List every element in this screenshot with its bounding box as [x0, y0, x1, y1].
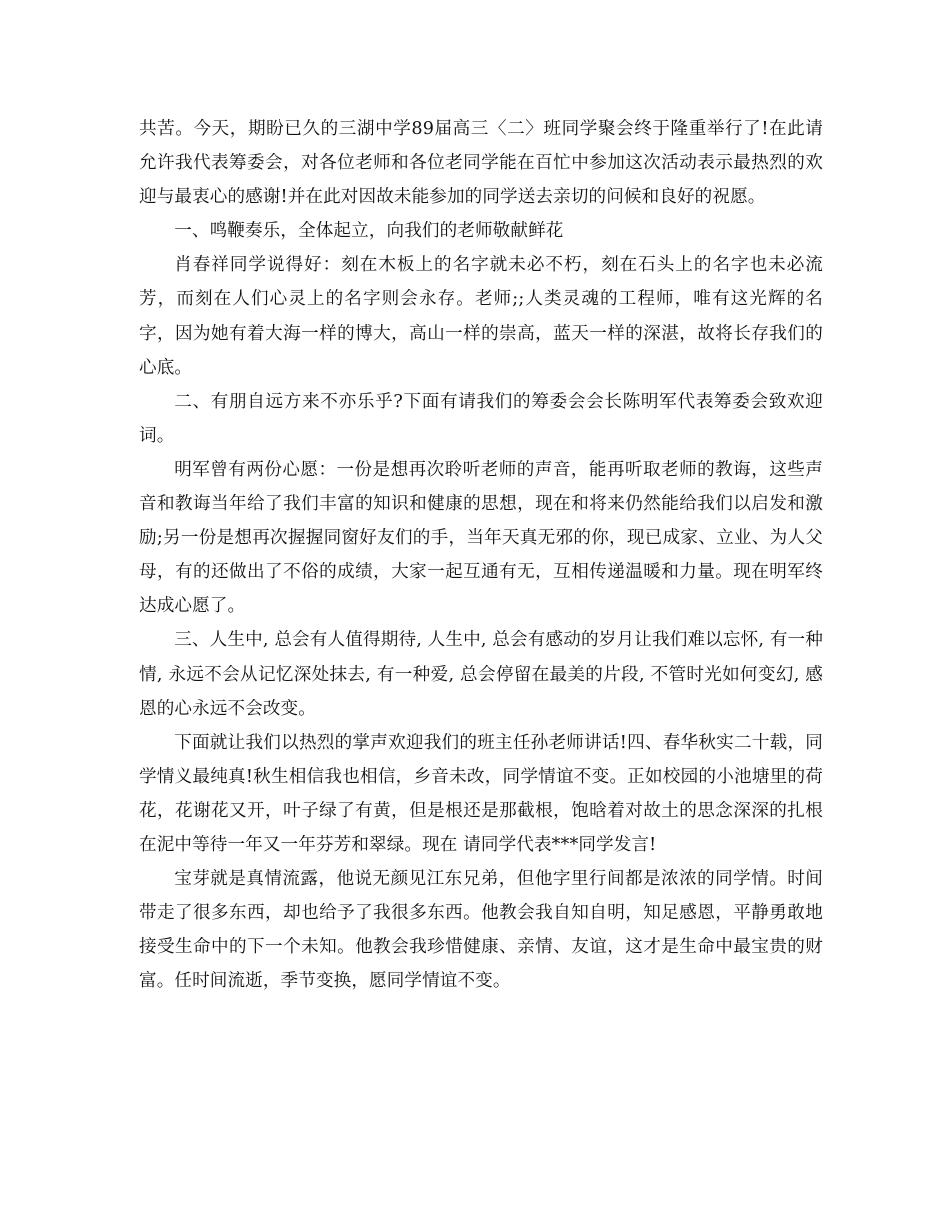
- document-body: [139, 112, 823, 998]
- paragraph-section-four: 下面就让我们以热烈的掌声欢迎我们的班主任孙老师讲话!四、春华秋实二十载，同学情义最纯真!秋生相信我也相信，乡音未改，同学情谊不变。正如校园的小池塘里的荷花，花谢花又开，叶子绿了有黄，但是根还是那截根，饱晗着对故土的思念深深的扎根在泥中等待一年又一年芬芳和翠绿。现在 请同学代表***同学发言!: [139, 732, 823, 855]
- paragraph-section-two-heading: 二、有朋自远方来不亦乐乎?下面有请我们的筹委会会长陈明军代表筹委会致欢迎词。: [139, 391, 823, 446]
- paragraph-section-three: 三、人生中, 总会有人值得期待, 人生中, 总会有感动的岁月让我们难以忘怀, 有一种情, 永远不会从记忆深处抹去, 有一种爱, 总会停留在最美的片段, 不管时光如何变幻, 感恩的心永远不会改变。: [139, 630, 823, 719]
- paragraph-section-one-heading: 一、鸣鞭奏乐，全体起立，向我们的老师敬献鲜花: [174, 221, 564, 242]
- paragraph-closing: 宝芽就是真情流露，他说无颜见江东兄弟，但他字里行间都是浓浓的同学情。时间带走了很多东西，却也给予了我很多东西。他教会我自知自明，知足感恩，平静勇敢地接受生命中的下一个未知。他教会我珍惜健康、亲情、友谊，这才是生命中最宝贵的财富。任时间流逝，季节变换，愿同学情谊不变。: [139, 869, 823, 992]
- paragraph-two-wishes: 明军曾有两份心愿：一份是想再次聆听老师的声音，能再听取老师的教诲，这些声音和教诲当年给了我们丰富的知识和健康的思想，现在和将来仍然能给我们以启发和激励;另一份是想再次握握同窗好友们的手，当年天真无邪的你，现已成家、立业、为人父母，有的还做出了不俗的成绩，大家一起互通有无，互相传递温暖和力量。现在明军终达成心愿了。: [139, 459, 823, 617]
- paragraph-intro-continuation: 共苦。今天，期盼已久的三湖中学89届高三〈二〉班同学聚会终于隆重举行了!在此请允许我代表筹委会，对各位老师和各位老同学能在百忙中参加这次活动表示最热烈的欢迎与最衷心的感谢!并在此对因故未能参加的同学送去亲切的问候和良好的祝愿。: [139, 119, 823, 208]
- paragraph-teacher-tribute: 肖春祥同学说得好：刻在木板上的名字就未必不朽，刻在石头上的名字也未必流芳，而刻在人们心灵上的名字则会永存。老师;;人类灵魂的工程师，唯有这光辉的名字，因为她有着大海一样的博大，高山一样的崇高，蓝天一样的深湛，故将长存我们的心底。: [139, 255, 823, 378]
